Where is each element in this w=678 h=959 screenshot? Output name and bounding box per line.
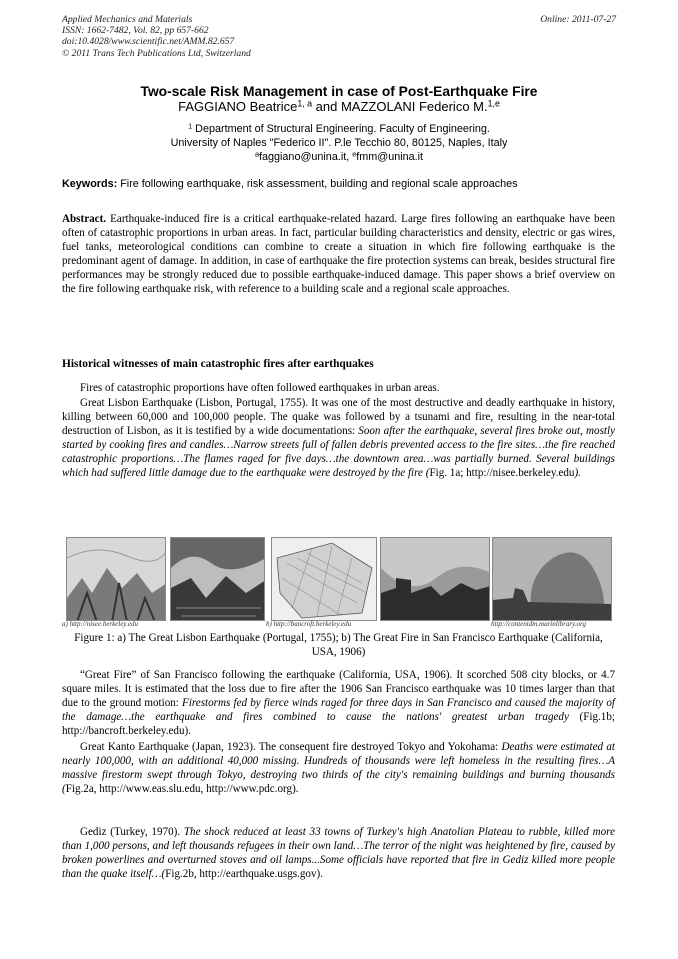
abstract-text: Earthquake-induced fire is a critical earthquake-related hazard. Large fires following an earthquake have been often of catastrophic proportions in urban areas. In fact, particular building characteristics and density, electric or gas wires, fuel tanks, meteorological conditions can combine to create a situation in which fire following earthquake is the predominant agent of damage. In addition, in case of earthquake the fire protection systems can break, besides structural fire performances may be strongly reduced due to possible earthquake-induced damage. This paper shows a brief overview on the fire following earthquake risk, with reference to a building scale and a regional scale approaches. (62, 213, 615, 296)
online-date: Online: 2011-07-27 (540, 14, 616, 25)
figure-1b-image-1 (271, 537, 377, 621)
doi-line: doi:10.4028/www.scientific.net/AMM.82.657 (62, 36, 235, 48)
figure-1b-image-3 (492, 537, 612, 621)
issn-line: ISSN: 1662-7482, Vol. 82, pp 657-662 (62, 25, 209, 37)
figure-1a-source: a) http://nisee.berkeley.edu (62, 620, 138, 628)
paragraph-kanto: Great Kanto Earthquake (Japan, 1923). The consequent fire destroyed Tokyo and Yokohama: Deaths were estimated at nearly 100,000, with an additional 40,000 missing. Hundreds of thousands were left homeless in the resulting fires…A massive firestorm swept through Tokyo, destroying two thirds of the city's remaining buildings and burning thousands (Fig.2a, http://www.eas.slu.edu, http://www.pdc.org). (62, 741, 615, 796)
paragraph-gediz: Gediz (Turkey, 1970). The shock reduced at least 33 towns of Turkey's high Anatolian Plateau to rubble, killed more than 1,000 persons, and left thousands refugees in their own land…The terror of the night was heightened by fire, caused by broken powerlines and overturned stoves and oil lamps...Some officials have reported that fire in Gediz killed more people than the quake itself…(Fig.2b, http://earthquake.usgs.gov). (62, 826, 615, 881)
figure-caption: Figure 1: a) The Great Lisbon Earthquake (Portugal, 1755); b) The Great Fire in San Francisco Earthquake (California, USA, 1906) (74, 632, 603, 658)
affiliation-sup: 1 (188, 121, 193, 131)
journal-name: Applied Mechanics and Materials (62, 14, 193, 25)
email-2: fmm@unina.it (356, 151, 424, 164)
lisbon-ruins-engraving (67, 538, 166, 621)
keywords (62, 178, 622, 190)
affiliation-line-1: $^1$ Department of Structural Engineering. Faculty of Engineering. (188, 121, 490, 135)
affiliation (0, 122, 678, 165)
author-line (0, 99, 678, 114)
paragraph-san-francisco: “Great Fire” of San Francisco following the earthquake (California, USA, 1906). It scorched 508 city blocks, or 4.7 square miles. It is estimated that the loss due to fire after the 1906 San Francisco earthquake was 10 times larger than that due to the ground motion: Firestorms fed by fierce winds raged for three days in San Francisco and caused the majority of the damage…the earthquake and fires combined to cause the nations' greatest urban tragedy (Fig.1b; http://bancroft.berkeley.edu). (62, 669, 615, 738)
figure-1b-source-2: http://contentdm.marinlibrary.org (491, 620, 587, 628)
abstract-label: Abstract. (62, 213, 107, 225)
section-heading: Historical witnesses of main catastrophic fires after earthquakes (62, 358, 374, 370)
copyright-line: © 2011 Trans Tech Publications Ltd, Switzerland (62, 47, 251, 59)
figure-1b-image-2 (380, 537, 490, 621)
email-line: $^a$faggiano@unina.it, $^e$fmm@unina.it (254, 149, 424, 164)
keywords-text: Fire following earthquake, risk assessment, building and regional scale approaches (117, 178, 518, 190)
lisbon-fire-engraving (171, 538, 265, 621)
author-1-affil: 1, a (297, 98, 313, 109)
running-header (62, 14, 251, 59)
figure-1a-image-1 (66, 537, 166, 621)
keywords-label: Keywords: (62, 178, 118, 190)
abstract (62, 212, 615, 297)
author-2: MAZZOLANI Federico M. (340, 99, 488, 114)
author-connector: and (312, 99, 341, 114)
email-1: faggiano@unina.it, (259, 151, 353, 164)
paragraph-1: Fires of catastrophic proportions have often followed earthquakes in urban areas. (80, 382, 440, 394)
paper-title: Two-scale Risk Management in case of Post-Earthquake Fire (140, 84, 538, 99)
paragraph-lisbon: Great Lisbon Earthquake (Lisbon, Portugal, 1755). It was one of the most destructive and deadly earthquake in history, killing between 60,000 and 100,000 people. The quake was followed by a tsunami and fire, resulting in the near-total destruction of Lisbon, as it is testified by a wide documentations: Soon after the earthquake, several fires broke out, mostly started by cooking fires and candles…Narrow streets full of fallen debris prevented access to the fire sites…the fire reached catastrophic proportions…The flames raged for five days…the downtown area…was partially burned. Several buildings which had suffered little damage due to the earthquake were destroyed by the fire (Fig. 1a; http://nisee.berkeley.edu). (62, 397, 615, 480)
figure-1a-image-2 (170, 537, 265, 621)
san-francisco-fire-photo (381, 538, 490, 621)
author-2-affil: 1,e (487, 98, 500, 109)
figure-1b-source: b) http://bancroft.berkeley.edu (266, 620, 352, 628)
san-francisco-map (272, 538, 377, 621)
san-francisco-smoke-photo (493, 538, 612, 621)
affiliation-line-2: University of Naples "Federico II". P.le Tecchio 80, 80125, Naples, Italy (170, 137, 508, 150)
author-1: FAGGIANO Beatrice (178, 99, 298, 114)
